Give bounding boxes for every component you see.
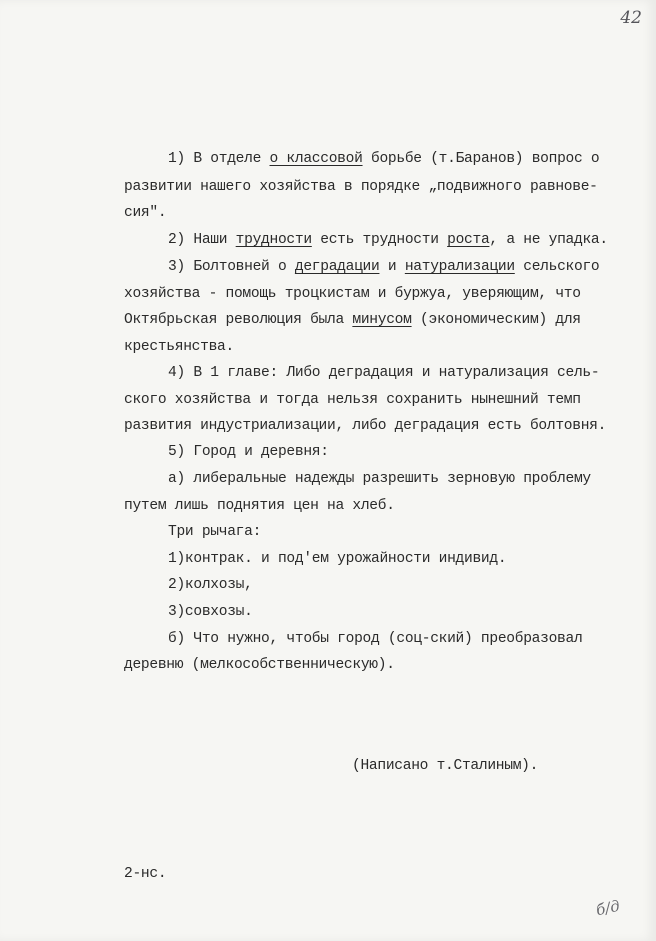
text-line [124,180,598,195]
text-segment: (экономическим) для [411,312,581,328]
text-segment: хозяйства - помощь троцкистам и буржуа, уверяющим, что [124,286,581,302]
text-line [168,632,582,647]
underlined-phrase: роста [447,232,490,248]
text-segment: крестьянства. [124,339,234,355]
text-line [168,445,329,460]
text-segment: есть трудности [311,232,448,248]
underlined-phrase: о классовой [269,151,363,167]
text-segment: Три рычага: [168,524,262,540]
underlined-phrase: трудности [235,232,312,248]
text-segment: 5) Город и деревня: [168,444,329,460]
corner-mark: б/д [594,896,622,920]
text-segment: 2) Наши [168,232,236,248]
text-line [124,313,581,328]
text-line [124,499,395,514]
footer-code: 2-нс. [124,866,167,882]
text-segment: борьбе (т.Баранов) вопрос о [362,151,600,167]
text-segment: сельского [514,259,600,275]
underlined-phrase: деградации [294,259,380,275]
text-segment: 2)колхозы, [168,577,253,593]
closing-note: (Написано т.Сталиным). [352,758,539,774]
text-line [124,340,234,355]
text-line [124,658,395,673]
text-segment: 3)совхозы. [168,604,253,620]
text-segment: сия". [124,205,167,221]
text-segment: путем лишь поднятия цен на хлеб. [124,498,395,514]
text-segment: 4) В 1 главе: Либо деградация и натурализация сель- [168,365,600,381]
text-line [124,287,581,302]
text-segment: ского хозяйства и тогда нельзя сохранить нынешний темп [124,392,581,408]
text-line [168,152,599,167]
text-segment: развития индустриализации, либо деградация есть болтовня. [124,418,607,434]
text-line [124,419,606,434]
text-segment: , а не упадка. [489,232,608,248]
text-line [168,233,608,248]
text-line [168,260,599,275]
text-segment: деревню (мелкособственническую). [124,657,395,673]
text-segment: и [379,259,405,275]
text-line [168,472,591,487]
text-line [124,206,166,221]
page-number: 42 [620,8,642,28]
underlined-phrase: минусом [352,312,412,328]
text-segment: а) либеральные надежды разрешить зерновую проблему [168,471,591,487]
text-line [124,393,581,408]
underlined-phrase: натурализации [404,259,515,275]
text-segment: развитии нашего хозяйства в порядке „подвижного равнове- [124,179,598,195]
text-segment: 1)контрак. и под'ем урожайности индивид. [168,551,507,567]
text-line [168,525,261,540]
text-segment: 3) Болтовней о [168,259,295,275]
text-segment: б) Что нужно, чтобы город (соц-ский) преобразовал [168,631,583,647]
text-line [168,578,253,593]
text-line [168,605,253,620]
text-line [168,552,506,567]
text-segment: Октябрьская революция была [124,312,353,328]
text-line [168,366,599,381]
text-segment: 1) В отделе [168,151,270,167]
